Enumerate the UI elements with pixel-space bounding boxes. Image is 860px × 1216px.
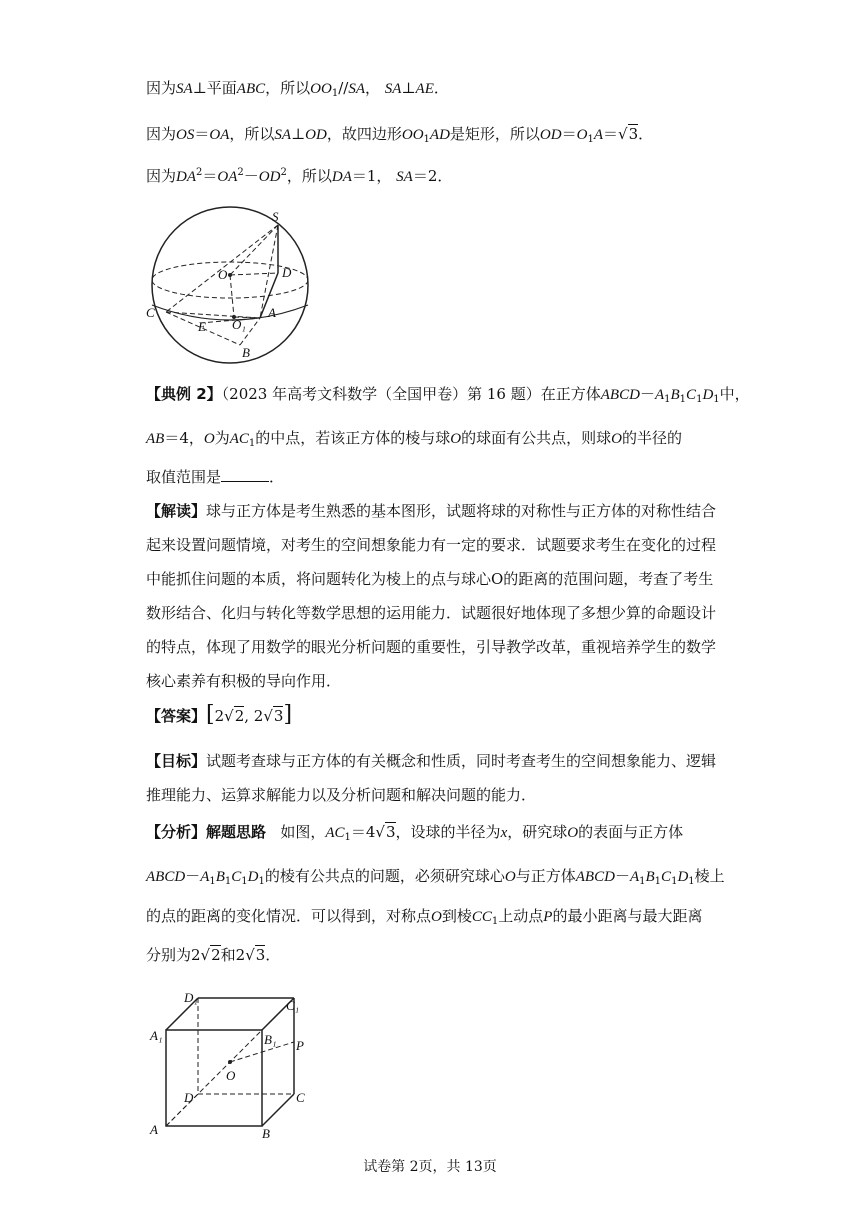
cube-label-p: P: [296, 1038, 304, 1053]
goal-paragraph: [146, 744, 718, 812]
cube-label-a1: A₁: [150, 1028, 163, 1043]
goal-tag: 【目标】: [146, 752, 207, 770]
text-line-2: 因为OS＝OA，所以SA⊥OD，故四边形$OO_1AD$是矩形，所以$OD=O_1A=√3$．: [146, 125, 654, 145]
sphere-outline: [152, 207, 308, 363]
sphere-label-s: S: [272, 209, 279, 224]
cube-label-c: C: [296, 1090, 305, 1105]
sphere-label-d: D: [282, 265, 292, 280]
goal-text: 试题考查球与正方体的有关概念和性质，同时考查考生的空间想象能力、逻辑推理能力、运算求解能力以及分析问题和解决问题的能力．: [146, 752, 717, 804]
text-line-1: 因为SA⊥平面ABC，所以$OO_1//SA$， SA⊥AE．: [146, 79, 449, 99]
cube-label-b1: B₁: [264, 1032, 277, 1047]
jiedu-paragraph: [146, 494, 718, 698]
cube-label-c1: C₁: [286, 998, 300, 1013]
sphere-figure: [142, 205, 317, 365]
analysis-tag: 【分析】: [146, 823, 207, 841]
page-footer: 试卷第 2页，共 13页: [363, 1159, 497, 1175]
example-line-2: AB＝4，O为$AC_1$的中点，若该正方体的棱与球O的球面有公共点，则球O的半径的: [146, 429, 683, 449]
text-line-3: 因为$DA^2=OA^2-OD^2$，所以DA＝1， SA＝2．: [146, 167, 453, 185]
sphere-label-e: E: [198, 319, 206, 334]
sphere-label-c: C: [146, 305, 155, 320]
analysis-line-3: 的点的距离的变化情况．可以得到，对称点O到棱$CC_1$上动点P的最小距离与最大距离: [146, 907, 703, 927]
analysis-line-1: 【分析】解题思路 如图，$AC_1=4√3$，设球的半径为x，研究球O的表面与正方体: [146, 823, 684, 843]
jiedu-tag: 【解读】: [146, 502, 207, 520]
example-source: （2023 年高考文科数学（全国甲卷）第 16 题）: [221, 385, 541, 403]
cube-label-b: B: [262, 1126, 270, 1140]
cube-label-d1: D₁: [184, 990, 198, 1005]
cube-figure: [142, 990, 312, 1140]
sphere-label-a: A: [268, 305, 276, 320]
answer-line: 【答案】[2√2, 2√3]: [146, 702, 293, 727]
cube-label-a: A: [150, 1122, 158, 1137]
jiedu-text: 球与正方体是考生熟悉的基本图形，试题将球的对称性与正方体的对称性结合起来设置问题情境，对考生的空间想象能力有一定的要求．试题要求考生在变化的过程中能抓住问题的本质，将问题转化为棱上的点与球心O的距离的范围问题，考查了考生数形结合、化归与转化等数学思想的运用能力．试题很好地体现了多想少算的命题设计的特点，体现了用数学的眼光分析问题的重要性，引导教学改革，重视培养学生的数学核心素养有积极的导向作用．: [146, 502, 717, 690]
example-line-3: 取值范围是 ．: [146, 468, 285, 486]
example-tag: 【典例 2】: [146, 385, 222, 403]
sphere-label-o1: O₁: [232, 317, 246, 332]
answer-blank: [221, 467, 269, 482]
analysis-line-2: $ABCD-A_1B_1C_1D_1$的棱有公共点的问题，必须研究球心O与正方体$ABCD-A_1B_1C_1D_1$棱上: [146, 867, 725, 887]
analysis-subtag: 解题思路: [206, 823, 267, 841]
analysis-line-4: 分别为2√2和2√3．: [146, 946, 281, 964]
sphere-label-b: B: [242, 345, 250, 360]
cube-label-o: O: [226, 1068, 236, 1083]
example-line-1: 【典例 2】（2023 年高考文科数学（全国甲卷）第 16 题）在正方体$ABCD-A_1B_1C_1D_1$中，: [146, 385, 750, 405]
cube-label-d: D: [184, 1090, 194, 1105]
sphere-label-o: O: [218, 267, 228, 282]
answer-tag: 【答案】: [146, 707, 207, 725]
